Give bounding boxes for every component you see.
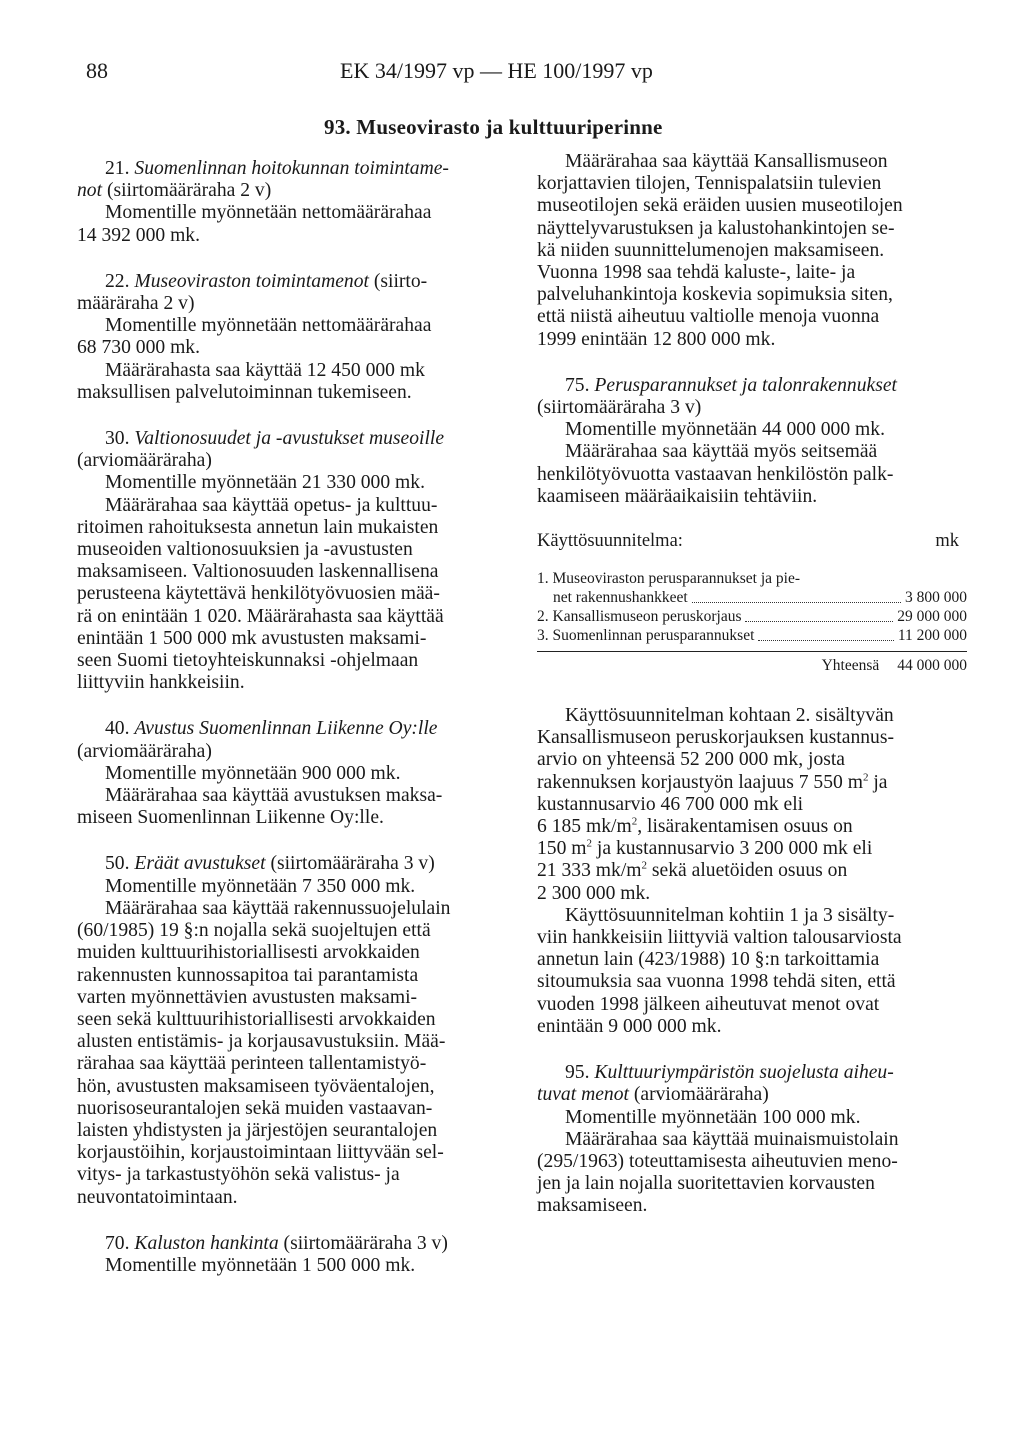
text-line: alusten entistämis- ja korjausavustuksiin. Mää- [77, 1031, 446, 1053]
text-line: miseen Suomenlinnan Liikenne Oy:lle. [77, 807, 384, 829]
text-line: enintään 1 500 000 mk avustusten maksami- [77, 627, 427, 649]
text-line: viin hankkeisiin liittyviä valtion talousarviosta [537, 927, 902, 949]
text-line: määräraha 2 v) [77, 293, 195, 315]
text-line: arvio on yhteensä 52 200 000 mk, josta [537, 749, 846, 771]
leader-dots [692, 602, 901, 603]
text-line: 68 730 000 mk. [77, 337, 201, 359]
text-line: korjattavien tilojen, Tennispalatsiin tulevien [537, 173, 882, 195]
text-line: Käyttösuunnitelman kohtaan 2. sisältyvän [565, 705, 894, 727]
text-line: vuoden 1998 jälkeen aiheutuvat menot ovat [537, 993, 880, 1015]
plan-row-desc-cont: net rakennushankkeet [553, 589, 688, 607]
intro-paragraph [537, 151, 967, 351]
text-line: 6 185 $mk/m^2$, lisärakentamisen osuus on [537, 815, 853, 838]
text-line: Määrärahaa saa käyttää Kansallismuseon [565, 151, 888, 172]
item-70 [77, 1233, 497, 1277]
item-40 [77, 718, 497, 829]
plan-row [537, 626, 967, 645]
item-50 [77, 853, 497, 1208]
item-heading: 40. Avustus Suomenlinnan Liikenne Oy:lle [105, 718, 438, 740]
spending-plan-table [537, 532, 967, 675]
text-line: 21 333 $mk/m^2$ sekä aluetöiden osuus on [537, 859, 848, 882]
text-line: Vuonna 1998 saa tehdä kaluste-, laite- ja [537, 262, 856, 284]
text-line: annetun lain (423/1988) 10 §:n tarkoittamia [537, 949, 880, 971]
text-line: maksullisen palvelutoiminnan tukemiseen. [77, 381, 412, 403]
text-line: rä on enintään 1 020. Määrärahasta saa käyttää [77, 605, 444, 627]
text-line: näyttelyvarustuksen ja kalustohankintojen se- [537, 217, 895, 239]
item-21 [77, 158, 497, 247]
text-line: jen ja lain nojalla suoritettavien korvausten [537, 1173, 875, 1195]
text-line: rakennusten kunnossapitoa tai parantamista [77, 964, 419, 986]
item-heading: 22. Museoviraston toimintamenot (siirto- [105, 270, 428, 292]
plan-total-row [537, 656, 967, 675]
text-line: Momentille myönnetään 1 500 000 mk. [105, 1254, 416, 1276]
item-heading: 70. Kaluston hankinta (siirtomääräraha 3 v) [105, 1232, 448, 1254]
plan-total-label: Yhteensä [821, 657, 880, 675]
text-line: Määrärahaa saa käyttää avustuksen maksa- [105, 785, 443, 807]
text-line: (arviomääräraha) [77, 740, 212, 762]
text-line: Momentille myönnetään 100 000 mk. [565, 1106, 861, 1128]
section-title: 93. Museovirasto ja kulttuuriperinne [324, 115, 663, 139]
plan-row-value: 3 800 000 [905, 589, 967, 607]
item-22 [77, 271, 497, 404]
text-line: maksamiseen. Valtionosuuden laskennallisena [77, 561, 439, 583]
text-line: enintään 9 000 000 mk. [537, 1015, 722, 1037]
text-line: että niistä aiheutuu valtiolle menoja vuonna [537, 306, 880, 328]
text-line: varten myönnettävien avustusten maksami- [77, 986, 418, 1008]
plan-row-desc: 1. Museoviraston perusparannukset ja pie- [537, 570, 801, 588]
text-line: seen Suomi tietoyhteiskunnaksi -ohjelmaan [77, 650, 419, 672]
item-heading-cont: not (siirtomääräraha 2 v) [77, 180, 272, 202]
text-line: Määrärahaa saa käyttää muinaismuistolain [565, 1128, 899, 1150]
plan-row-desc: 3. Suomenlinnan perusparannukset [537, 627, 755, 645]
item-75 [537, 375, 967, 508]
text-line: ritoimen rahoituksesta annetun lain mukaisten [77, 516, 439, 538]
text-line: palveluhankintoja koskevia sopimuksia siten, [537, 284, 893, 306]
spending-plan-title: Käyttösuunnitelma: [537, 531, 683, 552]
item-30 [77, 428, 497, 694]
leader-dots [758, 640, 893, 641]
text-line: Määrärahaa saa käyttää rakennussuojelulain [105, 897, 451, 919]
text-line: Momentille myönnetään 21 330 000 mk. [105, 472, 425, 494]
text-line: neuvontatoimintaan. [77, 1186, 238, 1208]
text-line: 150 $m^2$ ja kustannusarvio 3 200 000 mk eli [537, 837, 873, 860]
right-column [537, 151, 967, 1242]
text-line: (arviomääräraha) [77, 450, 212, 472]
running-head: EK 34/1997 vp — HE 100/1997 vp [340, 58, 653, 83]
text-line: Käyttösuunnitelman kohtiin 1 ja 3 sisälty- [565, 904, 895, 926]
plan-explanation [537, 705, 967, 1038]
text-line: Määrärahaa saa käyttää myös seitsemää [565, 441, 878, 463]
text-line: 2 300 000 mk. [537, 882, 651, 904]
text-line: museoiden valtionosuuksien ja -avustusten [77, 539, 413, 561]
text-line: kaamiseen määräaikaisiin tehtäviin. [537, 485, 818, 507]
page-number: 88 [86, 58, 108, 83]
text-line: Momentille myönnetään 7 350 000 mk. [105, 875, 416, 897]
item-heading: 75. Perusparannukset ja talonrakennukset [565, 374, 897, 396]
leader-dots [745, 621, 893, 622]
text-line: seen sekä kulttuurihistoriallisesti arvokkaiden [77, 1008, 436, 1030]
item-heading: 95. Kulttuuriympäristön suojelusta aiheu- [565, 1062, 894, 1084]
item-heading: 50. Eräät avustukset (siirtomääräraha 3 v) [105, 853, 435, 875]
text-line: Määrärahaa saa käyttää opetus- ja kulttuu- [105, 494, 438, 516]
plan-total-value: 44 000 000 [897, 657, 967, 675]
text-line: sitoumuksia saa vuonna 1998 tehdä siten, että [537, 971, 896, 993]
text-line: 14 392 000 mk. [77, 224, 201, 246]
text-line: maksamiseen. [537, 1195, 648, 1217]
text-line: rakennuksen korjaustyön laajuus 7 550 $m^2$ ja [537, 771, 888, 793]
text-line: nuorisoseurantalojen sekä muiden vastaavan- [77, 1097, 433, 1119]
spending-plan-header [537, 532, 967, 551]
spending-plan-unit: mk [935, 531, 959, 552]
text-line: laisten yhdistysten ja järjestöjen seurantalojen [77, 1119, 438, 1141]
text-line: (60/1985) 19 §:n nojalla sekä suojeltujen että [77, 920, 431, 942]
item-95 [537, 1062, 967, 1217]
text-line: Kansallismuseon peruskorjauksen kustannus- [537, 727, 894, 749]
text-line: (siirtomääräraha 3 v) [537, 397, 702, 419]
plan-row-desc: 2. Kansallismuseon peruskorjaus [537, 608, 742, 626]
text-line: liittyviin hankkeisiin. [77, 672, 245, 694]
text-line: Momentille myönnetään nettomäärärahaa [105, 315, 432, 337]
text-line: Momentille myönnetään 44 000 000 mk. [565, 419, 885, 441]
text-line: korjaustöihin, korjaustoimintaan liittyvään sel- [77, 1142, 444, 1164]
text-line: museotilojen sekä eräiden uusien museotilojen [537, 195, 903, 217]
text-line: rärahaa saa käyttää perinteen tallentamistyö- [77, 1053, 427, 1075]
text-line: henkilötyövuotta vastaavan henkilöstön palk- [537, 463, 894, 485]
plan-row-value: 29 000 000 [897, 608, 967, 626]
text-line: kä niiden suunnittelumenojen maksamiseen. [537, 239, 885, 261]
text-line: vitys- ja tarkastustyöhön sekä valistus- ja [77, 1164, 400, 1186]
text-line: Määrärahasta saa käyttää 12 450 000 mk [105, 359, 425, 381]
item-heading: 21. Suomenlinnan hoitokunnan toimintame- [105, 158, 449, 179]
text-line: (295/1963) toteuttamisesta aiheutuvien meno- [537, 1150, 898, 1172]
text-line: perusteena käytettävä henkilötyövuosien mää- [77, 583, 440, 605]
text-line: Momentille myönnetään nettomäärärahaa [105, 202, 432, 224]
text-line: hön, avustusten maksamiseen työväentalojen, [77, 1075, 435, 1097]
text-line: kustannusarvio 46 700 000 mk eli [537, 793, 804, 815]
text-line: muiden kulttuurihistoriallisesti arvokkaiden [77, 942, 420, 964]
plan-row-value: 11 200 000 [897, 627, 967, 645]
plan-row [537, 607, 967, 626]
item-heading: 30. Valtionosuudet ja -avustukset museoille [105, 428, 445, 450]
item-heading-cont: tuvat menot (arviomääräraha) [537, 1084, 769, 1106]
table-rule [537, 651, 967, 652]
text-line: Momentille myönnetään 900 000 mk. [105, 762, 401, 784]
text-line: 1999 enintään 12 800 000 mk. [537, 328, 776, 350]
left-column [77, 158, 497, 1301]
plan-row [537, 569, 967, 607]
